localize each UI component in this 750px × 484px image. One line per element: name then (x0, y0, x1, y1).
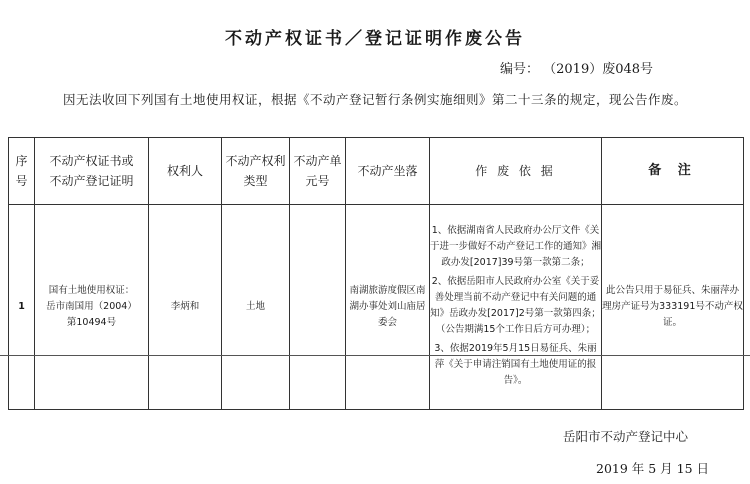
header-remarks: 备 注 (602, 138, 744, 205)
table-row (9, 205, 744, 410)
cancellation-table (8, 137, 744, 410)
header-right-type-line1: 不动产权利 (225, 154, 286, 168)
notice-title: 不动产权证书／登记证明作废公告 (225, 29, 525, 49)
row-basis (430, 205, 602, 410)
basis-item-2: 2、依据岳阳市人民政府办公室《关于妥善处理当前不动产登记中有关问题的通知》岳政办发[2017]2号第一款第四条；（公告期满15个工作日后方可办理）； (430, 275, 601, 335)
header-unit-number-line1: 不动产单 (293, 154, 342, 168)
basis-item-1: 1、依据湖南省人民政府办公厅文件《关于进一步做好不动产登记工作的通知》湘政办发[2017]39号第一款第二条； (430, 224, 602, 268)
header-seq-line1: 序 (15, 154, 28, 168)
row-certificate (35, 205, 149, 410)
header-certificate-line2: 不动产登记证明 (49, 174, 134, 188)
header-seq (9, 138, 35, 205)
header-seq-line2: 号 (15, 174, 28, 188)
header-basis: 作 废 依 据 (430, 138, 602, 205)
header-unit-number-line2: 元号 (305, 174, 330, 188)
header-location: 不动产坐落 (346, 138, 430, 205)
row-right-type: 土地 (222, 205, 290, 410)
row-location: 南湖旅游度假区南湖办事处刘山庙居委会 (346, 205, 430, 410)
issuer-name: 岳阳市不动产登记中心 (563, 429, 689, 444)
header-holder: 权利人 (149, 138, 222, 205)
row-remarks: 此公告只用于易征兵、朱丽萍办理房产证号为333191号不动产权证。 (602, 205, 744, 410)
header-right-type (222, 138, 290, 205)
header-certificate (35, 138, 149, 205)
row-certificate-line2: 岳市南国用（2004） (46, 301, 137, 312)
document-number: 编号： （2019）废048号 (500, 62, 654, 77)
row-holder: 李炳和 (149, 205, 222, 410)
notice-intro: 因无法收回下列国有土地使用权证，根据《不动产登记暂行条例实施细则》第二十三条的规定，现公告作废。 (62, 92, 687, 107)
row-certificate-line1: 国有土地使用权证： (48, 285, 135, 296)
table-header-row (9, 138, 744, 205)
row-certificate-line3: 第10494号 (66, 317, 117, 328)
header-unit-number (290, 138, 346, 205)
header-right-type-line2: 类型 (243, 174, 268, 188)
row-unit-number (290, 205, 346, 410)
issue-date: 2019 年 5 月 15 日 (596, 461, 710, 476)
basis-item-3: 3、依据2019年5月15日易征兵、朱丽萍《关于申请注销国有土地使用证的报告》。 (434, 342, 597, 386)
scan-divider-line (0, 355, 750, 356)
row-seq: 1 (9, 205, 35, 410)
header-certificate-line1: 不动产权证书或 (49, 154, 134, 168)
